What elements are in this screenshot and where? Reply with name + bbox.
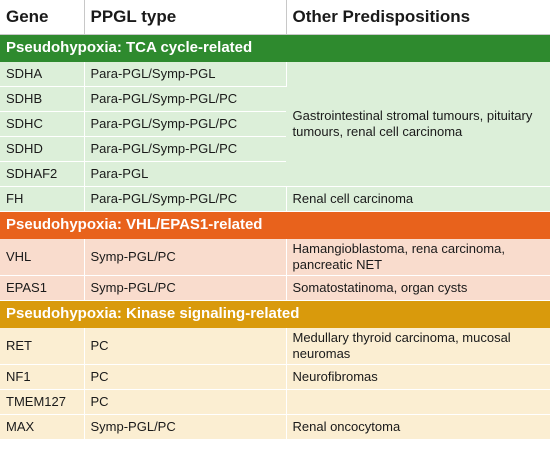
other-cell-merged: Gastrointestinal stromal tumours, pituitary tumours, renal cell carcinoma bbox=[286, 62, 550, 187]
gene-cell: SDHD bbox=[0, 137, 84, 162]
gene-cell: TMEM127 bbox=[0, 390, 84, 415]
gene-cell: SDHAF2 bbox=[0, 162, 84, 187]
header-gene: Gene bbox=[0, 0, 84, 35]
gene-cell: RET bbox=[0, 328, 84, 365]
gene-cell: FH bbox=[0, 187, 84, 212]
other-cell: Renal oncocytoma bbox=[286, 415, 550, 440]
ppgl-cell: Symp-PGL/PC bbox=[84, 239, 286, 276]
ppgl-cell: Para-PGL/Symp-PGL/PC bbox=[84, 87, 286, 112]
table-row bbox=[0, 62, 550, 87]
ppgl-cell: PC bbox=[84, 328, 286, 365]
table-row bbox=[0, 239, 550, 276]
gene-cell: VHL bbox=[0, 239, 84, 276]
ppgl-cell: Para-PGL/Symp-PGL bbox=[84, 62, 286, 87]
table-row bbox=[0, 328, 550, 365]
other-cell: Medullary thyroid carcinoma, mucosal neuromas bbox=[286, 328, 550, 365]
gene-cell: EPAS1 bbox=[0, 276, 84, 301]
ppgl-cell: Para-PGL/Symp-PGL/PC bbox=[84, 137, 286, 162]
other-cell: Somatostatinoma, organ cysts bbox=[286, 276, 550, 301]
ppgl-cell: PC bbox=[84, 365, 286, 390]
ppgl-cell: Symp-PGL/PC bbox=[84, 415, 286, 440]
table-header-row bbox=[0, 0, 550, 35]
table-row bbox=[0, 365, 550, 390]
ppgl-cell: Para-PGL bbox=[84, 162, 286, 187]
gene-cell: SDHC bbox=[0, 112, 84, 137]
section-header-tca bbox=[0, 35, 550, 63]
header-ppgl-type: PPGL type bbox=[84, 0, 286, 35]
ppgl-cell: Para-PGL/Symp-PGL/PC bbox=[84, 187, 286, 212]
ppgl-cell: Symp-PGL/PC bbox=[84, 276, 286, 301]
section-header-vhl bbox=[0, 212, 550, 240]
other-cell: Hamangioblastoma, rena carcinoma, pancreatic NET bbox=[286, 239, 550, 276]
gene-cell: SDHB bbox=[0, 87, 84, 112]
section-header-kinase bbox=[0, 301, 550, 329]
gene-cell: MAX bbox=[0, 415, 84, 440]
ppgl-cell: PC bbox=[84, 390, 286, 415]
ppgl-cell: Para-PGL/Symp-PGL/PC bbox=[84, 112, 286, 137]
table-row bbox=[0, 390, 550, 415]
section-title-vhl: Pseudohypoxia: VHL/EPAS1-related bbox=[0, 212, 550, 240]
gene-cell: NF1 bbox=[0, 365, 84, 390]
table-row bbox=[0, 276, 550, 301]
section-title-kinase: Pseudohypoxia: Kinase signaling-related bbox=[0, 301, 550, 329]
other-cell bbox=[286, 390, 550, 415]
header-other-predispositions: Other Predispositions bbox=[286, 0, 550, 35]
other-cell: Neurofibromas bbox=[286, 365, 550, 390]
table-row bbox=[0, 415, 550, 440]
other-cell: Renal cell carcinoma bbox=[286, 187, 550, 212]
section-title-tca: Pseudohypoxia: TCA cycle-related bbox=[0, 35, 550, 63]
gene-cell: SDHA bbox=[0, 62, 84, 87]
table-row bbox=[0, 187, 550, 212]
